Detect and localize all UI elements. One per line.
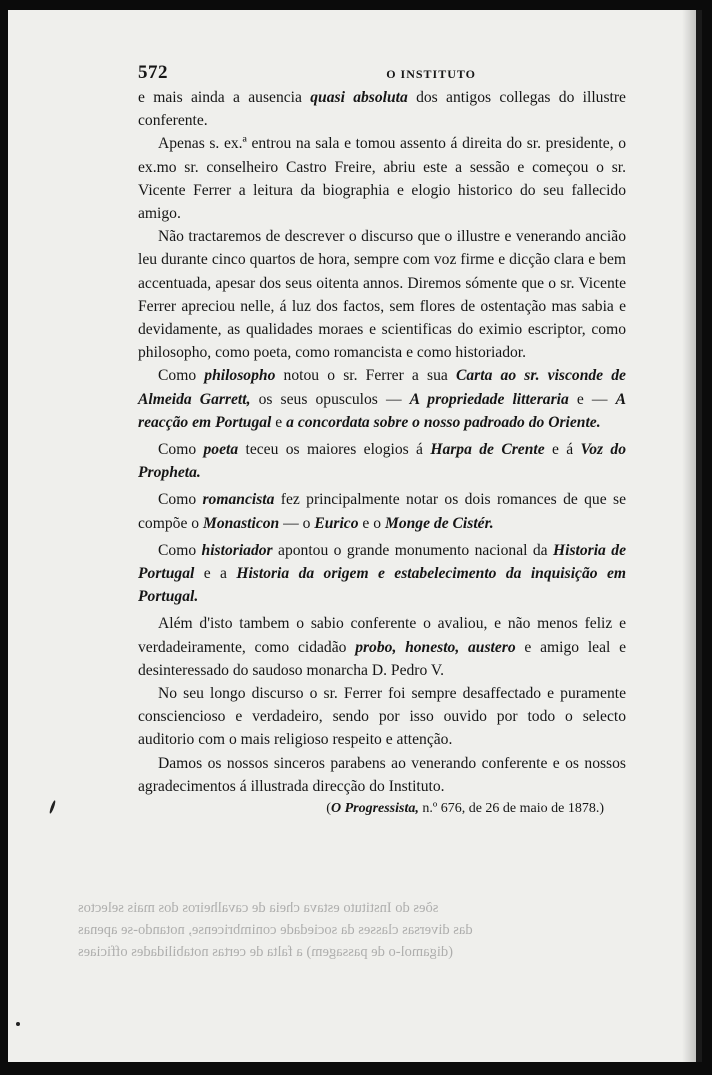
paragraph: [138, 364, 626, 434]
citation: [138, 798, 626, 820]
running-head: O INSTITUTO: [386, 67, 476, 81]
italic-run: a concordata sobre o nosso padroado do Oriente.: [286, 413, 601, 431]
paragraph: [138, 225, 626, 364]
text-run: fez principalmente notar os dois romances de que se compõe o: [138, 491, 626, 532]
text-run: Como: [158, 441, 204, 459]
italic-run: Voz do Propheta.: [138, 441, 627, 482]
italic-run: romancista: [202, 491, 275, 509]
scanned-page: [8, 10, 702, 1062]
italic-run: Historia de Portugal: [138, 541, 626, 583]
text-run: Não tractaremos de descrever o discurso que o illustre e venerando ancião leu durante cinco quartos de hora, sempre com voz firme e dicção clara e bem accentuada, apesar dos seus oitenta annos. Diremos sómente que o sr. Vicente Ferrer apreciou nelle, á luz dos factos, sem flores de ostentação mas sabia e devidamente, as qualidades moraes e scientificas do eximio escriptor, como philosopho, como poeta, como romancista e como historiador.: [138, 228, 626, 362]
text-run: dos antigos collegas do illustre conferente.: [138, 89, 626, 130]
text-run: os seus opusculos —: [250, 390, 410, 408]
paragraph: [138, 132, 626, 225]
paragraph: [138, 488, 626, 534]
paragraph: [138, 86, 626, 132]
text-run: e mais ainda a ausencia: [138, 89, 311, 106]
text-run: Além d'isto tambem o sabio conferente o avaliou, e não menos feliz e verdadeiramente, como cidadão: [138, 615, 626, 656]
italic-run: Monge de Cistér.: [384, 514, 494, 532]
italic-run: Eurico: [314, 514, 359, 532]
text-run: Como: [158, 367, 205, 385]
text-run: Damos os nossos sinceros parabens ao venerando conferente e os nossos agradecimentos á illustrada direcção do Instituto.: [138, 754, 626, 795]
italic-run: philosopho: [204, 367, 276, 385]
text-run: Como: [158, 541, 202, 559]
text-run: teceu os maiores elogios á: [238, 441, 431, 459]
paragraph: [138, 438, 626, 484]
text-run: notou o sr. Ferrer a sua: [275, 367, 456, 385]
text-block: [138, 62, 626, 820]
italic-run: probo, honesto, austero: [355, 638, 516, 656]
text-run: — o: [279, 514, 315, 532]
italic-run: A propriedade litteraria: [409, 390, 569, 408]
text-run: e á: [544, 441, 581, 459]
text-run: e amigo leal e desinteressado do saudoso monarcha D. Pedro V.: [138, 638, 627, 679]
paragraph: [138, 539, 626, 609]
paragraph: [138, 752, 626, 798]
text-run: e a: [194, 565, 237, 583]
text-run: e: [271, 413, 287, 431]
article-body: [138, 86, 626, 798]
italic-run: Historia da origem e estabelecimento da inquisição em Portugal.: [138, 565, 626, 606]
page-header: [138, 62, 626, 86]
text-run: Apenas s. ex.ª entrou na sala e tomou assento á direita do sr. presidente, o ex.mo sr. conselheiro Castro Freire, abriu este a sessão e começou o sr. Vicente Ferrer a leitura da biographia e elogio historico do seu fallecido amigo.: [138, 135, 626, 223]
ink-speck: [49, 800, 57, 814]
citation-open: (: [326, 801, 331, 817]
text-run: Como: [158, 491, 203, 509]
page-edge-shadow: [682, 10, 696, 1062]
bleed-through-line: (digamol-o de passagem) a falta de certas notabilidades officiaes: [78, 944, 453, 960]
italic-run: Harpa de Crente: [430, 441, 545, 459]
italic-run: historiador: [201, 541, 273, 559]
citation-source: O Progressista,: [330, 801, 419, 817]
text-run: e —: [568, 390, 616, 408]
text-run: apontou o grande monumento nacional da: [272, 541, 553, 559]
text-run: e o: [358, 514, 385, 532]
bleed-through-line: sões do Instituto estava cheia de cavalheiros dos mais selectos: [78, 900, 439, 916]
italic-run: Monasticon: [202, 514, 280, 532]
page-number: 572: [138, 62, 168, 83]
italic-run: quasi absoluta: [310, 89, 408, 106]
italic-run: A reacção em Portugal: [138, 390, 626, 431]
ink-speck: [16, 1022, 20, 1026]
paragraph: [138, 612, 626, 682]
paragraph: [138, 682, 626, 752]
italic-run: Carta ao sr. visconde de Almeida Garrett,: [138, 367, 626, 408]
bleed-through-line: das diversas classes da sociedade conimbricense, notando-se apenas: [78, 922, 473, 938]
italic-run: poeta: [203, 441, 239, 459]
citation-details: n.º 676, de 26 de maio de 1878.): [418, 801, 604, 817]
text-run: No seu longo discurso o sr. Ferrer foi sempre desaffectado e puramente consciencioso e verdadeiro, sendo por isso ouvido por todo o selecto auditorio com o mais religioso respeito e attenção.: [138, 685, 626, 749]
